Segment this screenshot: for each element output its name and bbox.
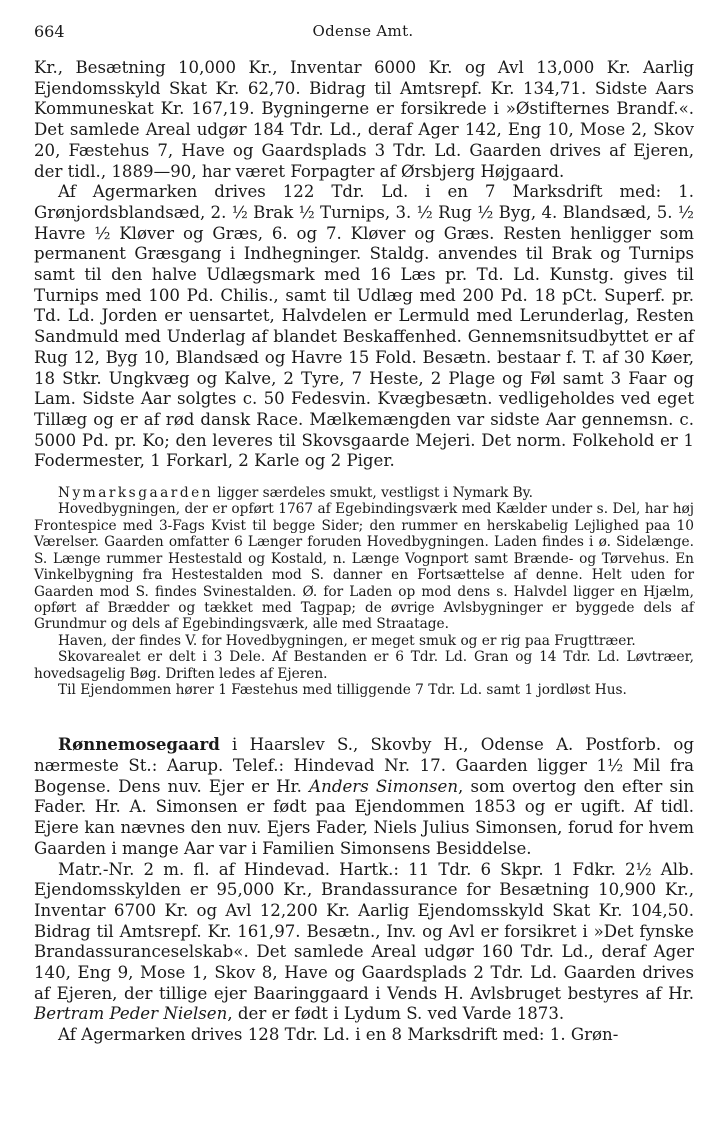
intro-rest: ligger særdeles smukt, vestligst i Nymark By. xyxy=(213,485,533,502)
paragraph-tenant-house: Til Ejendommen hører 1 Fæstehus med tilliggende 7 Tdr. Ld. samt 1 jordløst Hus. xyxy=(58,681,627,698)
paragraph-forest: Skovarealet er delt i 3 Dele. Af Bestanden er 6 Tdr. Ld. Gran og 14 Tdr. Ld. Løvtræer, hovedsagelig Bøg. Driften ledes af Ejeren. xyxy=(34,649,694,682)
manager-name: Bertram Peder Nielsen xyxy=(34,1004,228,1024)
paragraph-nymarksgaarden-intro xyxy=(34,485,694,501)
page-body xyxy=(34,58,694,1046)
running-head: Odense Amt. xyxy=(312,22,414,40)
paragraph-main-building: Hovedbygningen, der er opført 1767 af Egebindingsværk med Kælder under s. Del, har høj Frontespice med 3-Fags Kvist til begge Sider; den rummer en herskabelig Lejlighed paa 10 Værelser. Gaarden omfatter 6 Længer foruden Hovedbygningen. Laden findes i ø. Sidelænge. S. Længe rummer Hestestald og Kostald, n. Længe Vognport samt Brænde- og Tørvehus. En Vinkelbygning fra Hestestalden mod S. danner en Fortsættelse af denne. Helt uden for Gaarden mod S. findes Svinestalden. Ø. for Laden op mod dens s. Halvdel ligger en Hjælm, opført af Brædder og tækket med Tagpap; de øvrige Avlsbygninger er byggede dels af Grundmur og dels af Egebindingsværk, alle med Straatage. xyxy=(34,501,694,633)
paragraph-registry xyxy=(34,860,694,1026)
registry-part2: , der er født i Lydum S. ved Varde 1873. xyxy=(227,1004,565,1024)
paragraph-agriculture: Af Agermarken drives 128 Tdr. Ld. i en 8 Marksdrift med: 1. Grøn- xyxy=(58,1025,619,1045)
estate-entry-part1: i Haarslev S., Skovby H., Odense A. Postforb. og nærmeste St.: Aarup. Telef.: Hindevad Nr. 17. Gaarden ligger 1½ Mil fra Bogense. Dens nuv. Ejer er Hr. xyxy=(34,735,694,796)
paragraph-crop-rotation: Af Agermarken drives 122 Tdr. Ld. i en 7 Marksdrift med: 1. Grønjordsblandsæd, 2. ½ Brak ½ Turnips, 3. ½ Rug ½ Byg, 4. Blandsæd, 5. ½ Havre ½ Kløver og Græs, 6. og 7. Kløver og Græs. Resten henligger som permanent Græsgang i Indhegninger. Staldg. anvendes til Brak og Turnips samt til den halve Udlægsmark med 16 Læs pr. Td. Ld. Kunstg. gives til Turnips med 100 Pd. Chilis., samt til Udlæg med 200 Pd. 18 pCt. Superf. pr. Td. Ld. Jorden er uensartet, Halvdelen er Lermuld med Lerunderlag, Resten Sandmuld med Underlag af blandet Beskaffenhed. Gennemsnitsudbyttet er af Rug 12, Byg 10, Blandsæd og Havre 15 Fold. Besætn. bestaar f. T. af 30 Køer, 18 Stkr. Ungkvæg og Kalve, 2 Tyre, 7 Heste, 2 Plage og Føl samt 3 Faar og Lam. Sidste Aar solgtes c. 50 Fedesvin. Kvægbesætn. vedligeholdes ved eget Tillæg og er af rød dansk Race. Mælkemængden var sidste Aar gennemsn. c. 5000 Pd. pr. Ko; den leveres til Skovsgaarde Mejeri. Det norm. Folkehold er 1 Fodermester, 1 Forkarl, 2 Karle og 2 Piger. xyxy=(34,182,694,471)
paragraph-continued: Kr., Besætning 10,000 Kr., Inventar 6000 Kr. og Avl 13,000 Kr. Aarlig Ejendomsskyld Skat Kr. 62,70. Bidrag til Amtsrepf. Kr. 134,71. Sidste Aars Kommuneskat Kr. 167,19. Bygningerne er forsikrede i »Østifternes Brandf.«. Det samlede Areal udgør 184 Tdr. Ld., deraf Ager 142, Eng 10, Mose 2, Skov 20, Fæstehus 7, Have og Gaardsplads 3 Tdr. Ld. Gaarden drives af Ejeren, der tidl., 1889—90, har været Forpagter af Ørsbjerg Højgaard. xyxy=(34,58,694,181)
page-header xyxy=(34,22,692,46)
estate-entry-part2: , som overtog den efter sin Fader. Hr. A. Simonsen er født paa Ejendommen 1853 og er ugift. Af tidl. Ejere kan nævnes den nuv. Ejers Fader, Niels Julius Simonsen, forud for hvem Gaarden i mange Aar var i Familien Simonsens Besiddelse. xyxy=(34,776,695,858)
paragraph-garden: Haven, der findes V. for Hovedbygningen, er meget smuk og er rig paa Frugttræer. xyxy=(58,632,636,649)
estate-name: Rønnemosegaard xyxy=(58,734,220,755)
estate-name-spaced: Nymarksgaarden xyxy=(58,485,214,502)
paragraph-estate-entry xyxy=(34,734,694,859)
owner-name: Anders Simonsen xyxy=(309,776,459,796)
page-number: 664 xyxy=(34,22,65,41)
registry-part1: Matr.-Nr. 2 m. fl. af Hindevad. Hartk.: 11 Tdr. 6 Skpr. 1 Fdkr. 2½ Alb. Ejendomsskylden er 95,000 Kr., Brandassurance for Besætning 10,900 Kr., Inventar 6700 Kr. og Avl 12,200 Kr. Aarlig Ejendomsskyld Skat Kr. 104,50. Bidrag til Amtsrepf. Kr. 161,97. Besætn., Inv. og Avl er forsikret i »Det fynske Brandassuranceselskab«. Det samlede Areal udgør 160 Tdr. Ld., deraf Ager 140, Eng 9, Mose 1, Skov 8, Have og Gaardsplads 2 Tdr. Ld. Gaarden drives af Ejeren, der tillige ejer Baaringgaard i Vends H. Avlsbruget bestyres af Hr. xyxy=(34,859,694,1003)
